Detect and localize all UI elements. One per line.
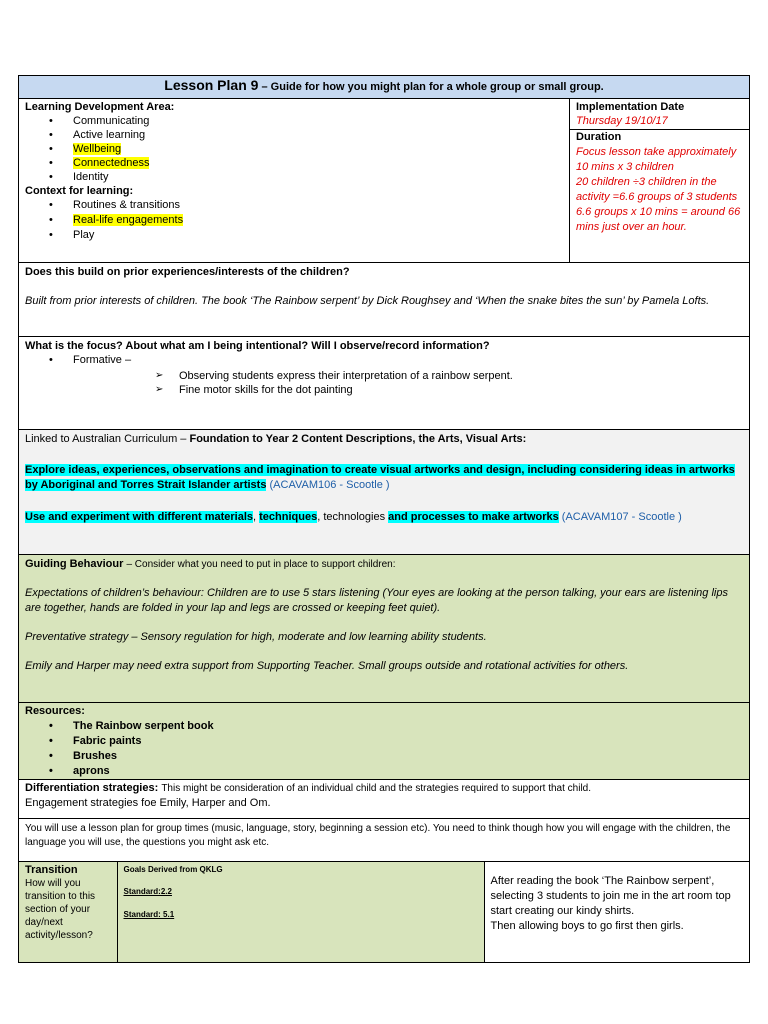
transition-cell xyxy=(19,862,750,963)
lesson-plan-subtitle: – Guide for how you might plan for a whole group or small group. xyxy=(261,81,604,93)
lesson-note-row xyxy=(19,819,750,862)
behaviour-support: Emily and Harper may need extra support from Supporting Teacher. Small groups outside and rotational activities for others. xyxy=(25,660,629,672)
learning-area-item-label: Identity xyxy=(73,171,109,183)
curriculum-item-2-c: techniques xyxy=(259,511,318,523)
curriculum-item-2-b: , xyxy=(253,511,260,523)
transition-row xyxy=(19,862,750,963)
focus-question: What is the focus? About what am I being intentional? Will I observe/record information? xyxy=(25,340,490,352)
resources-heading: Resources: xyxy=(25,705,85,717)
learning-areas-list xyxy=(25,114,563,184)
differentiation-heading: Differentiation strategies: xyxy=(25,782,159,794)
resources-row xyxy=(19,703,750,780)
behaviour-cell xyxy=(19,555,750,703)
duration-line-3: 6.6 groups x 10 mins = around 66 mins just over an hour. xyxy=(576,206,741,233)
focus-bullet: • Formative – xyxy=(49,353,743,367)
context-list xyxy=(25,198,563,243)
differentiation-cell xyxy=(19,780,750,819)
context-item xyxy=(49,198,563,213)
goals-heading: Goals Derived from QKLG xyxy=(123,865,223,874)
lesson-note: You will use a lesson plan for group times (music, language, story, beginning a session etc). You need to think though how you will engage with the children, the language you will use, the questions you might ask etc. xyxy=(25,823,731,848)
differentiation-row xyxy=(19,780,750,819)
resource-item xyxy=(49,734,743,749)
implementation-date: Thursday 19/10/17 xyxy=(576,115,668,127)
curriculum-item-2-a: Use and experiment with different materials xyxy=(25,511,254,523)
behaviour-heading-line xyxy=(25,555,743,572)
lesson-plan-table xyxy=(18,75,750,963)
curriculum-intro-line xyxy=(25,430,743,447)
transition-plan-2: Then allowing boys to go first then girls. xyxy=(490,920,684,932)
transition-plan: After reading the book ‘The Rainbow serpent’, selecting 3 students to join me in the art room top start creating our kindy shirts. xyxy=(490,875,731,917)
resources-list xyxy=(25,719,743,779)
transition-question: How will you transition to this section of your day/next activity/lesson? xyxy=(25,878,96,941)
lesson-note-cell xyxy=(19,819,750,862)
context-item-label: Play xyxy=(73,229,95,241)
lesson-plan-title: Lesson Plan 9 xyxy=(164,77,259,93)
context-item-label: Routines & transitions xyxy=(73,199,180,211)
focus-point: ➢ Fine motor skills for the dot painting xyxy=(155,383,743,397)
implementation-cell xyxy=(570,99,750,130)
context-heading: Context for learning: xyxy=(25,185,134,197)
curriculum-item-1-text: Explore ideas, experiences, observations and imagination to create visual artworks and design, including considering ideas in artworks by Aboriginal and Torres Strait Islander artists xyxy=(25,464,735,491)
duration-line-2: 20 children ÷3 children in the activity =6.6 groups of 3 students xyxy=(576,176,738,203)
learning-area-item xyxy=(49,128,563,142)
resources-cell xyxy=(19,703,750,780)
behaviour-preventative: Preventative strategy – Sensory regulation for high, moderate and low learning ability students. xyxy=(25,631,487,643)
lesson-plan-document xyxy=(18,75,749,963)
transition-table xyxy=(19,862,750,962)
learning-area-item-label: Wellbeing xyxy=(73,143,122,155)
standard-2: Standard: 5.1 xyxy=(123,910,175,919)
transition-question-cell xyxy=(19,862,117,962)
title-cell xyxy=(19,76,750,99)
curriculum-row xyxy=(19,430,750,555)
curriculum-intro-bold: Foundation to Year 2 Content Descriptions, the Arts, Visual Arts: xyxy=(189,433,527,445)
learning-cell xyxy=(19,99,570,263)
differentiation-text: Engagement strategies foe Emily, Harper and Om. xyxy=(25,797,271,809)
behaviour-heading: Guiding Behaviour xyxy=(25,558,124,570)
behaviour-note: – Consider what you need to put in place to support children: xyxy=(126,559,396,570)
learning-area-item xyxy=(49,142,563,156)
resource-item xyxy=(49,719,743,734)
resource-item-label: Brushes xyxy=(73,750,118,762)
resource-item xyxy=(49,764,743,779)
behaviour-expectations: Expectations of children’s behaviour: Children are to use 5 stars listening (Your eyes are looking at the person talking, your ears are listening lips are together, hands are folded in your lap and legs are crossed or keeping feet quiet). xyxy=(25,587,728,614)
curriculum-item-2-e: and processes to make artworks xyxy=(388,511,559,523)
standard-1: Standard:2.2 xyxy=(123,887,172,896)
duration-heading: Duration xyxy=(576,131,622,143)
learning-area-item-label: Active learning xyxy=(73,129,146,141)
curriculum-item-1 xyxy=(25,463,743,493)
curriculum-item-2-d: , technologies xyxy=(317,511,389,523)
behaviour-row xyxy=(19,555,750,703)
differentiation-note: This might be consideration of an individual child and the strategies required to support that child. xyxy=(161,783,592,794)
resource-item-label: The Rainbow serpent book xyxy=(73,720,214,732)
transition-plan-cell xyxy=(484,862,750,962)
curriculum-item-2 xyxy=(25,510,743,525)
prior-cell xyxy=(19,263,750,337)
resource-item-label: Fabric paints xyxy=(73,735,142,747)
focus-points xyxy=(25,369,743,397)
learning-heading: Learning Development Area: xyxy=(25,101,175,113)
prior-question: Does this build on prior experiences/interests of the children? xyxy=(25,266,350,278)
focus-cell xyxy=(19,337,750,430)
transition-heading: Transition xyxy=(25,864,78,876)
focus-row xyxy=(19,337,750,430)
curriculum-cell xyxy=(19,430,750,555)
learning-area-item xyxy=(49,156,563,170)
focus-point: ➢ Observing students express their interpretation of a rainbow serpent. xyxy=(155,369,743,383)
curriculum-intro: Linked to Australian Curriculum – xyxy=(25,433,187,445)
learning-area-item-label: Connectedness xyxy=(73,157,150,169)
goals-cell xyxy=(117,862,484,962)
context-item xyxy=(49,213,563,228)
resource-item-label: aprons xyxy=(73,765,110,777)
learning-row xyxy=(19,99,750,130)
context-item-label: Real-life engagements xyxy=(73,214,184,226)
context-item xyxy=(49,228,563,243)
duration-line-1: Focus lesson take approximately 10 mins x 3 children xyxy=(576,146,737,173)
learning-area-item xyxy=(49,114,563,128)
learning-area-item-label: Communicating xyxy=(73,115,150,127)
curriculum-item-2-code[interactable]: (ACAVAM107 - Scootle ) xyxy=(558,511,682,523)
focus-bullets xyxy=(25,353,743,367)
differentiation-heading-line xyxy=(25,780,743,796)
curriculum-item-1-code[interactable]: (ACAVAM106 - Scootle ) xyxy=(269,479,390,491)
resource-item xyxy=(49,749,743,764)
implementation-heading: Implementation Date xyxy=(576,101,685,113)
duration-cell xyxy=(570,130,750,263)
learning-area-item xyxy=(49,170,563,184)
prior-row xyxy=(19,263,750,337)
title-row xyxy=(19,76,750,99)
prior-answer: Built from prior interests of children. The book ‘The Rainbow serpent’ by Dick Roughsey and ‘When the snake bites the sun’ by Pamela Lofts. xyxy=(25,295,710,307)
